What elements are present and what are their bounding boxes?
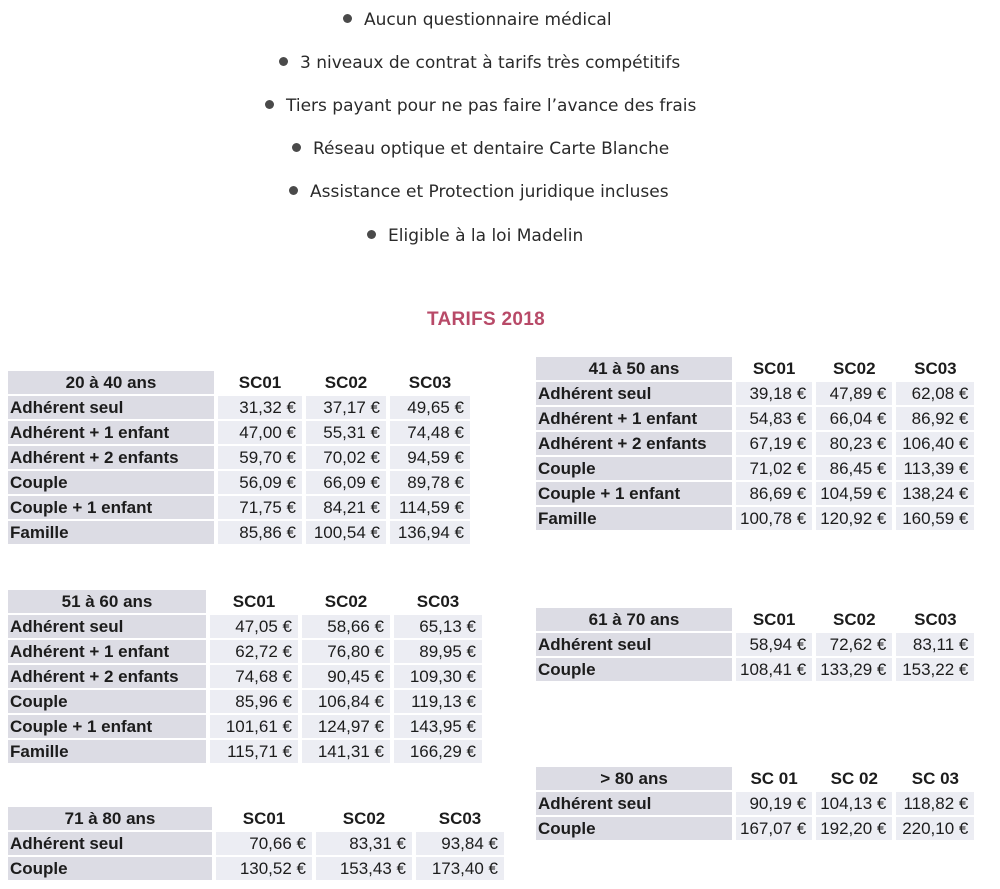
rate-table-80-plus	[532, 765, 978, 842]
feature-text: Aucun questionnaire médical	[364, 10, 612, 30]
price-cell: 220,10 €	[896, 817, 974, 840]
price-cell: 76,80 €	[302, 640, 390, 663]
rate-table-61-70	[532, 606, 978, 683]
price-cell: 85,86 €	[218, 521, 302, 544]
table-header-row	[8, 590, 482, 613]
row-label: Adhérent seul	[8, 396, 214, 419]
row-label: Adhérent + 2 enfants	[536, 432, 732, 455]
age-bracket-header: 61 à 70 ans	[536, 608, 732, 631]
rate-table-71-80	[4, 805, 508, 882]
price-cell: 108,41 €	[736, 658, 812, 681]
price-cell: 59,70 €	[218, 446, 302, 469]
table-row	[536, 507, 974, 530]
table-row	[8, 496, 470, 519]
rate-table-41-50	[532, 355, 978, 532]
column-header: SC01	[736, 357, 812, 380]
price-cell: 66,09 €	[306, 471, 386, 494]
price-cell: 166,29 €	[394, 740, 482, 763]
price-cell: 114,59 €	[390, 496, 470, 519]
price-cell: 85,96 €	[210, 690, 298, 713]
price-cell: 86,69 €	[736, 482, 812, 505]
row-label: Couple	[536, 457, 732, 480]
price-cell: 72,62 €	[816, 633, 892, 656]
table-row	[536, 482, 974, 505]
price-cell: 100,54 €	[306, 521, 386, 544]
table-header-row	[536, 357, 974, 380]
table-header-row	[536, 608, 974, 631]
price-cell: 83,11 €	[896, 633, 974, 656]
price-cell: 74,68 €	[210, 665, 298, 688]
price-cell: 80,23 €	[816, 432, 892, 455]
rate-table-20-40	[4, 369, 474, 546]
age-bracket-header: 71 à 80 ans	[8, 807, 212, 830]
row-label: Couple	[536, 658, 732, 681]
table-row	[8, 665, 482, 688]
feature-text: Eligible à la loi Madelin	[388, 226, 584, 246]
bullet-dot-icon	[279, 57, 288, 66]
price-cell: 93,84 €	[416, 832, 504, 855]
table-header-row	[536, 767, 974, 790]
price-cell: 74,48 €	[390, 421, 470, 444]
price-cell: 39,18 €	[736, 382, 812, 405]
column-header: SC 01	[736, 767, 812, 790]
column-header: SC02	[316, 807, 412, 830]
price-cell: 120,92 €	[816, 507, 892, 530]
bullet-dot-icon	[292, 143, 301, 152]
price-cell: 58,66 €	[302, 615, 390, 638]
price-cell: 104,59 €	[816, 482, 892, 505]
age-bracket-header: 20 à 40 ans	[8, 371, 214, 394]
row-label: Adhérent + 1 enfant	[8, 421, 214, 444]
price-cell: 47,05 €	[210, 615, 298, 638]
table-row	[8, 715, 482, 738]
price-cell: 106,84 €	[302, 690, 390, 713]
table-row	[536, 407, 974, 430]
feature-item	[343, 10, 612, 30]
table-row	[536, 432, 974, 455]
feature-item	[265, 96, 696, 116]
price-cell: 192,20 €	[816, 817, 892, 840]
row-label: Famille	[8, 521, 214, 544]
column-header: SC01	[210, 590, 298, 613]
table-row	[536, 633, 974, 656]
row-label: Couple	[8, 690, 206, 713]
price-cell: 130,52 €	[216, 857, 312, 880]
table-row	[8, 421, 470, 444]
row-label: Adhérent + 1 enfant	[8, 640, 206, 663]
table-row	[8, 832, 504, 855]
bullet-dot-icon	[343, 14, 352, 23]
table-row	[8, 396, 470, 419]
price-cell: 90,19 €	[736, 792, 812, 815]
column-header: SC 02	[816, 767, 892, 790]
column-header: SC03	[390, 371, 470, 394]
price-cell: 89,95 €	[394, 640, 482, 663]
age-bracket-header: 51 à 60 ans	[8, 590, 206, 613]
bullet-dot-icon	[367, 230, 376, 239]
price-cell: 109,30 €	[394, 665, 482, 688]
price-cell: 106,40 €	[896, 432, 974, 455]
price-cell: 67,19 €	[736, 432, 812, 455]
table-row	[8, 615, 482, 638]
price-cell: 136,94 €	[390, 521, 470, 544]
price-cell: 143,95 €	[394, 715, 482, 738]
row-label: Couple	[8, 857, 212, 880]
row-label: Adhérent seul	[8, 615, 206, 638]
price-cell: 133,29 €	[816, 658, 892, 681]
row-label: Couple + 1 enfant	[536, 482, 732, 505]
price-cell: 90,45 €	[302, 665, 390, 688]
price-cell: 54,83 €	[736, 407, 812, 430]
table-row	[8, 521, 470, 544]
price-cell: 86,92 €	[896, 407, 974, 430]
price-cell: 84,21 €	[306, 496, 386, 519]
price-cell: 62,72 €	[210, 640, 298, 663]
row-label: Adhérent + 2 enfants	[8, 665, 206, 688]
row-label: Couple + 1 enfant	[8, 496, 214, 519]
price-cell: 58,94 €	[736, 633, 812, 656]
column-header: SC03	[896, 357, 974, 380]
price-cell: 115,71 €	[210, 740, 298, 763]
price-cell: 71,75 €	[218, 496, 302, 519]
price-cell: 47,89 €	[816, 382, 892, 405]
column-header: SC03	[394, 590, 482, 613]
table-header-row	[8, 371, 470, 394]
price-cell: 167,07 €	[736, 817, 812, 840]
price-cell: 37,17 €	[306, 396, 386, 419]
price-cell: 119,13 €	[394, 690, 482, 713]
row-label: Famille	[8, 740, 206, 763]
page-title: TARIFS 2018	[426, 309, 546, 330]
bullet-dot-icon	[265, 100, 274, 109]
row-label: Couple	[8, 471, 214, 494]
price-cell: 118,82 €	[896, 792, 974, 815]
column-header: SC02	[302, 590, 390, 613]
column-header: SC03	[416, 807, 504, 830]
price-cell: 141,31 €	[302, 740, 390, 763]
column-header: SC01	[216, 807, 312, 830]
price-cell: 70,66 €	[216, 832, 312, 855]
price-cell: 94,59 €	[390, 446, 470, 469]
table-header-row	[8, 807, 504, 830]
row-label: Adhérent seul	[536, 633, 732, 656]
feature-text: Tiers payant pour ne pas faire l’avance des frais	[286, 96, 697, 116]
feature-item	[289, 182, 669, 202]
age-bracket-header: 41 à 50 ans	[536, 357, 732, 380]
price-cell: 49,65 €	[390, 396, 470, 419]
column-header: SC 03	[896, 767, 974, 790]
row-label: Adhérent seul	[536, 792, 732, 815]
price-cell: 56,09 €	[218, 471, 302, 494]
price-cell: 113,39 €	[896, 457, 974, 480]
price-cell: 66,04 €	[816, 407, 892, 430]
age-bracket-header: > 80 ans	[536, 767, 732, 790]
price-cell: 62,08 €	[896, 382, 974, 405]
feature-item	[367, 226, 583, 246]
feature-item	[292, 139, 669, 159]
price-cell: 104,13 €	[816, 792, 892, 815]
price-cell: 65,13 €	[394, 615, 482, 638]
feature-text: 3 niveaux de contrat à tarifs très compétitifs	[300, 53, 681, 73]
price-cell: 47,00 €	[218, 421, 302, 444]
price-cell: 153,43 €	[316, 857, 412, 880]
table-row	[536, 817, 974, 840]
price-cell: 31,32 €	[218, 396, 302, 419]
row-label: Couple + 1 enfant	[8, 715, 206, 738]
column-header: SC02	[306, 371, 386, 394]
table-row	[8, 446, 470, 469]
price-cell: 83,31 €	[316, 832, 412, 855]
table-row	[8, 690, 482, 713]
table-row	[536, 792, 974, 815]
row-label: Adhérent + 1 enfant	[536, 407, 732, 430]
table-row	[8, 857, 504, 880]
column-header: SC02	[816, 608, 892, 631]
column-header: SC01	[736, 608, 812, 631]
row-label: Adhérent + 2 enfants	[8, 446, 214, 469]
table-row	[536, 457, 974, 480]
price-cell: 86,45 €	[816, 457, 892, 480]
price-cell: 89,78 €	[390, 471, 470, 494]
row-label: Adhérent seul	[536, 382, 732, 405]
feature-text: Réseau optique et dentaire Carte Blanche	[313, 139, 670, 159]
rate-table-51-60	[4, 588, 486, 765]
price-cell: 138,24 €	[896, 482, 974, 505]
row-label: Adhérent seul	[8, 832, 212, 855]
row-label: Famille	[536, 507, 732, 530]
price-cell: 55,31 €	[306, 421, 386, 444]
price-cell: 124,97 €	[302, 715, 390, 738]
price-cell: 101,61 €	[210, 715, 298, 738]
column-header: SC01	[218, 371, 302, 394]
column-header: SC02	[816, 357, 892, 380]
column-header: SC03	[896, 608, 974, 631]
price-cell: 71,02 €	[736, 457, 812, 480]
price-cell: 153,22 €	[896, 658, 974, 681]
table-row	[8, 471, 470, 494]
price-cell: 173,40 €	[416, 857, 504, 880]
table-row	[536, 382, 974, 405]
price-cell: 70,02 €	[306, 446, 386, 469]
row-label: Couple	[536, 817, 732, 840]
price-cell: 160,59 €	[896, 507, 974, 530]
feature-text: Assistance et Protection juridique incluses	[310, 182, 669, 202]
table-row	[8, 640, 482, 663]
feature-item	[279, 53, 680, 73]
bullet-dot-icon	[289, 186, 298, 195]
table-row	[8, 740, 482, 763]
table-row	[536, 658, 974, 681]
price-cell: 100,78 €	[736, 507, 812, 530]
